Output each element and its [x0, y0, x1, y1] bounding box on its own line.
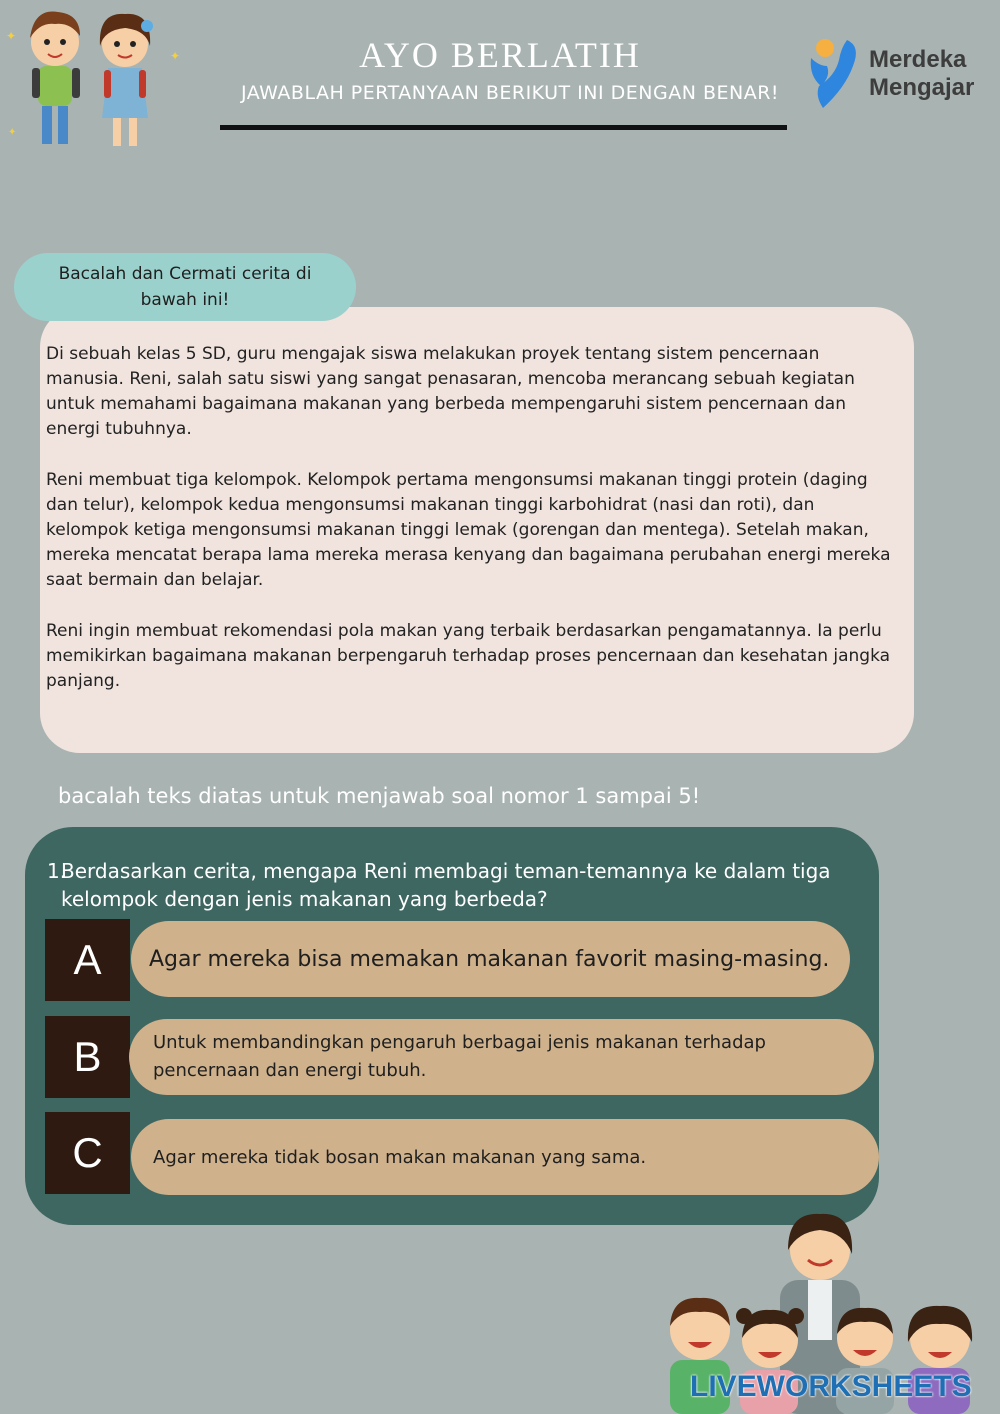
logo-text-line2: Mengajar	[869, 74, 975, 101]
merdeka-mengajar-logo	[805, 36, 1000, 116]
kids-illustration	[0, 0, 190, 160]
read-prompt-text: Bacalah dan Cermati cerita di bawah ini!	[58, 264, 312, 310]
option-c-letter[interactable]: C	[45, 1112, 130, 1194]
question-text: Berdasarkan cerita, mengapa Reni membagi teman-temannya ke dalam tiga kelompok dengan jenis makanan yang berbeda?	[61, 859, 831, 911]
liveworksheets-watermark: LIVEWORKSHEETS	[690, 1370, 972, 1403]
read-prompt-badge	[14, 253, 356, 321]
question-1	[47, 857, 847, 913]
svg-text:✦: ✦	[8, 127, 17, 138]
logo-text-line1: Merdeka	[869, 46, 967, 73]
story-paragraph: Di sebuah kelas 5 SD, guru mengajak siswa melakukan proyek tentang sistem pencernaan manusia. Reni, salah satu siswi yang sangat penasaran, mencoba merancang sebuah kegiatan untuk memahami bagaimana makanan yang berbeda mempengaruhi sistem pencernaan dan energi tubuhnya.	[46, 344, 855, 439]
story-paragraph: Reni membuat tiga kelompok. Kelompok pertama mengonsumsi makanan tinggi protein (daging dan telur), kelompok kedua mengonsumsi makanan tinggi karbohidrat (nasi dan roti), dan kelompok ketiga mengonsumsi makanan tinggi lemak (gorengan dan mentega). Setelah makan, mereka mencatat berapa lama mereka merasa kenyang dan bagaimana perubahan energi mereka saat bermain dan belajar.	[46, 470, 891, 590]
option-a-letter[interactable]: A	[45, 919, 130, 1001]
question-card	[25, 827, 879, 1225]
question-number: 1.	[47, 859, 67, 883]
instruction-text: bacalah teks diatas untuk menjawab soal nomor 1 sampai 5!	[58, 784, 701, 808]
option-b-text: Untuk membandingkan pengaruh berbagai jenis makanan terhadap pencernaan dan energi tubuh.	[153, 1032, 766, 1081]
story-box	[40, 307, 914, 753]
page-subtitle: JAWABLAH PERTANYAAN BERIKUT INI DENGAN BENAR!	[240, 82, 780, 104]
option-a-text: Agar mereka bisa memakan makanan favorit masing-masing.	[149, 946, 830, 972]
option-b-answer[interactable]	[129, 1019, 874, 1095]
page-title: AYO BERLATIH	[359, 35, 641, 75]
option-c-text: Agar mereka tidak bosan makan makanan yang sama.	[153, 1146, 647, 1168]
svg-text:✦: ✦	[170, 49, 181, 63]
story-paragraph: Reni ingin membuat rekomendasi pola makan yang terbaik berdasarkan pengamatannya. Ia perlu memikirkan bagaimana makanan berpengaruh terhadap proses pencernaan dan kesehatan jangka panjang.	[46, 621, 891, 691]
merdeka-mengajar-logo-icon	[805, 36, 865, 116]
option-c-answer[interactable]	[131, 1119, 879, 1195]
svg-text:✦: ✦	[6, 29, 17, 43]
header-divider	[220, 125, 787, 130]
option-b-letter[interactable]: B	[45, 1016, 130, 1098]
option-a-answer[interactable]	[131, 921, 850, 997]
